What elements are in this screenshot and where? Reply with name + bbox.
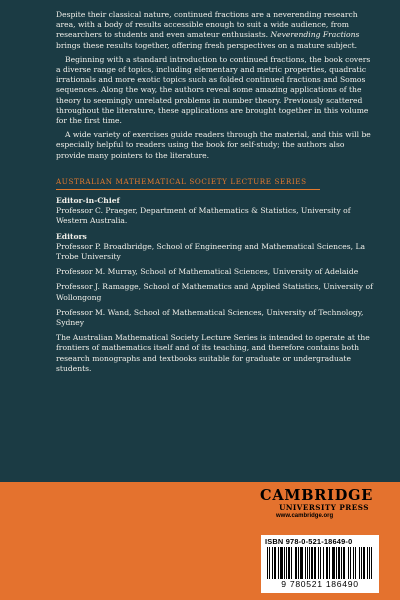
blurb-paragraph-1-tail: brings these results together, offering fresh perspectives on a mature subject. bbox=[56, 40, 358, 50]
editor-entry: Professor J. Ramagge, School of Mathematics and Applied Statistics, University of Wollongong bbox=[56, 282, 373, 302]
series-description: The Australian Mathematical Society Lecture Series is intended to operate at the frontiers of mathematics itself and of its teaching, and therefore contains both research monographs and textbooks suitable for graduate or undergraduate students. bbox=[56, 333, 370, 373]
publisher-logo bbox=[260, 488, 380, 520]
editor-in-chief-heading: Editor-in-Chief bbox=[56, 196, 120, 206]
back-cover-text bbox=[56, 10, 374, 374]
publisher-name: CAMBRIDGE bbox=[260, 487, 374, 504]
blurb-paragraph-1-lead: Despite their classical nature, continued fractions are a neverending research area, with a body of results accessible enough to suit a wide audience, from researchers to students and even amateur enthusiasts. bbox=[56, 10, 358, 40]
series-divider bbox=[56, 189, 320, 190]
barcode bbox=[261, 535, 379, 593]
barcode-digits: 9 780521 186490 bbox=[281, 579, 359, 589]
editor-entry: Professor M. Wand, School of Mathematical Sciences, University of Technology, Sydney bbox=[56, 307, 364, 328]
blurb-paragraph-1 bbox=[56, 10, 374, 51]
editors-heading: Editors bbox=[56, 231, 87, 241]
book-title-italic: Neverending Fractions bbox=[270, 30, 360, 40]
editor-entry: Professor P. Broadbridge, School of Engineering and Mathematical Sciences, La Trobe University bbox=[56, 241, 366, 262]
publisher-subtitle: UNIVERSITY PRESS bbox=[279, 503, 369, 512]
barcode-bars bbox=[267, 547, 373, 579]
barcode-bar bbox=[371, 547, 372, 579]
editor-in-chief: Professor C. Praeger, Department of Mathematics & Statistics, University of Western Australia. bbox=[56, 206, 351, 226]
isbn-label: ISBN 978-0-521-18649-0 bbox=[265, 537, 353, 546]
series-title: AUSTRALIAN MATHEMATICAL SOCIETY LECTURE SERIES bbox=[56, 176, 307, 186]
blurb-paragraph-3: A wide variety of exercises guide readers through the material, and this will be especially helpful to readers using the book for self-study; the authors also provide many pointers to the literature. bbox=[56, 130, 371, 160]
editor-entry: Professor M. Murray, School of Mathematical Sciences, University of Adelaide bbox=[56, 267, 359, 277]
blurb-paragraph-2: Beginning with a standard introduction to continued fractions, the book covers a diverse range of topics, including elementary and metric properties, quadratic irrationals and more exotic topics such as folded continued fractions and Somos sequences. Along the way, the authors reveal some amazing applications of the theory to seemingly unrelated problems in number theory. Previously scattered throughout the literature, these applications are brought together in this volume for the first time. bbox=[56, 54, 371, 126]
publisher-url: www.cambridge.org bbox=[276, 513, 334, 519]
